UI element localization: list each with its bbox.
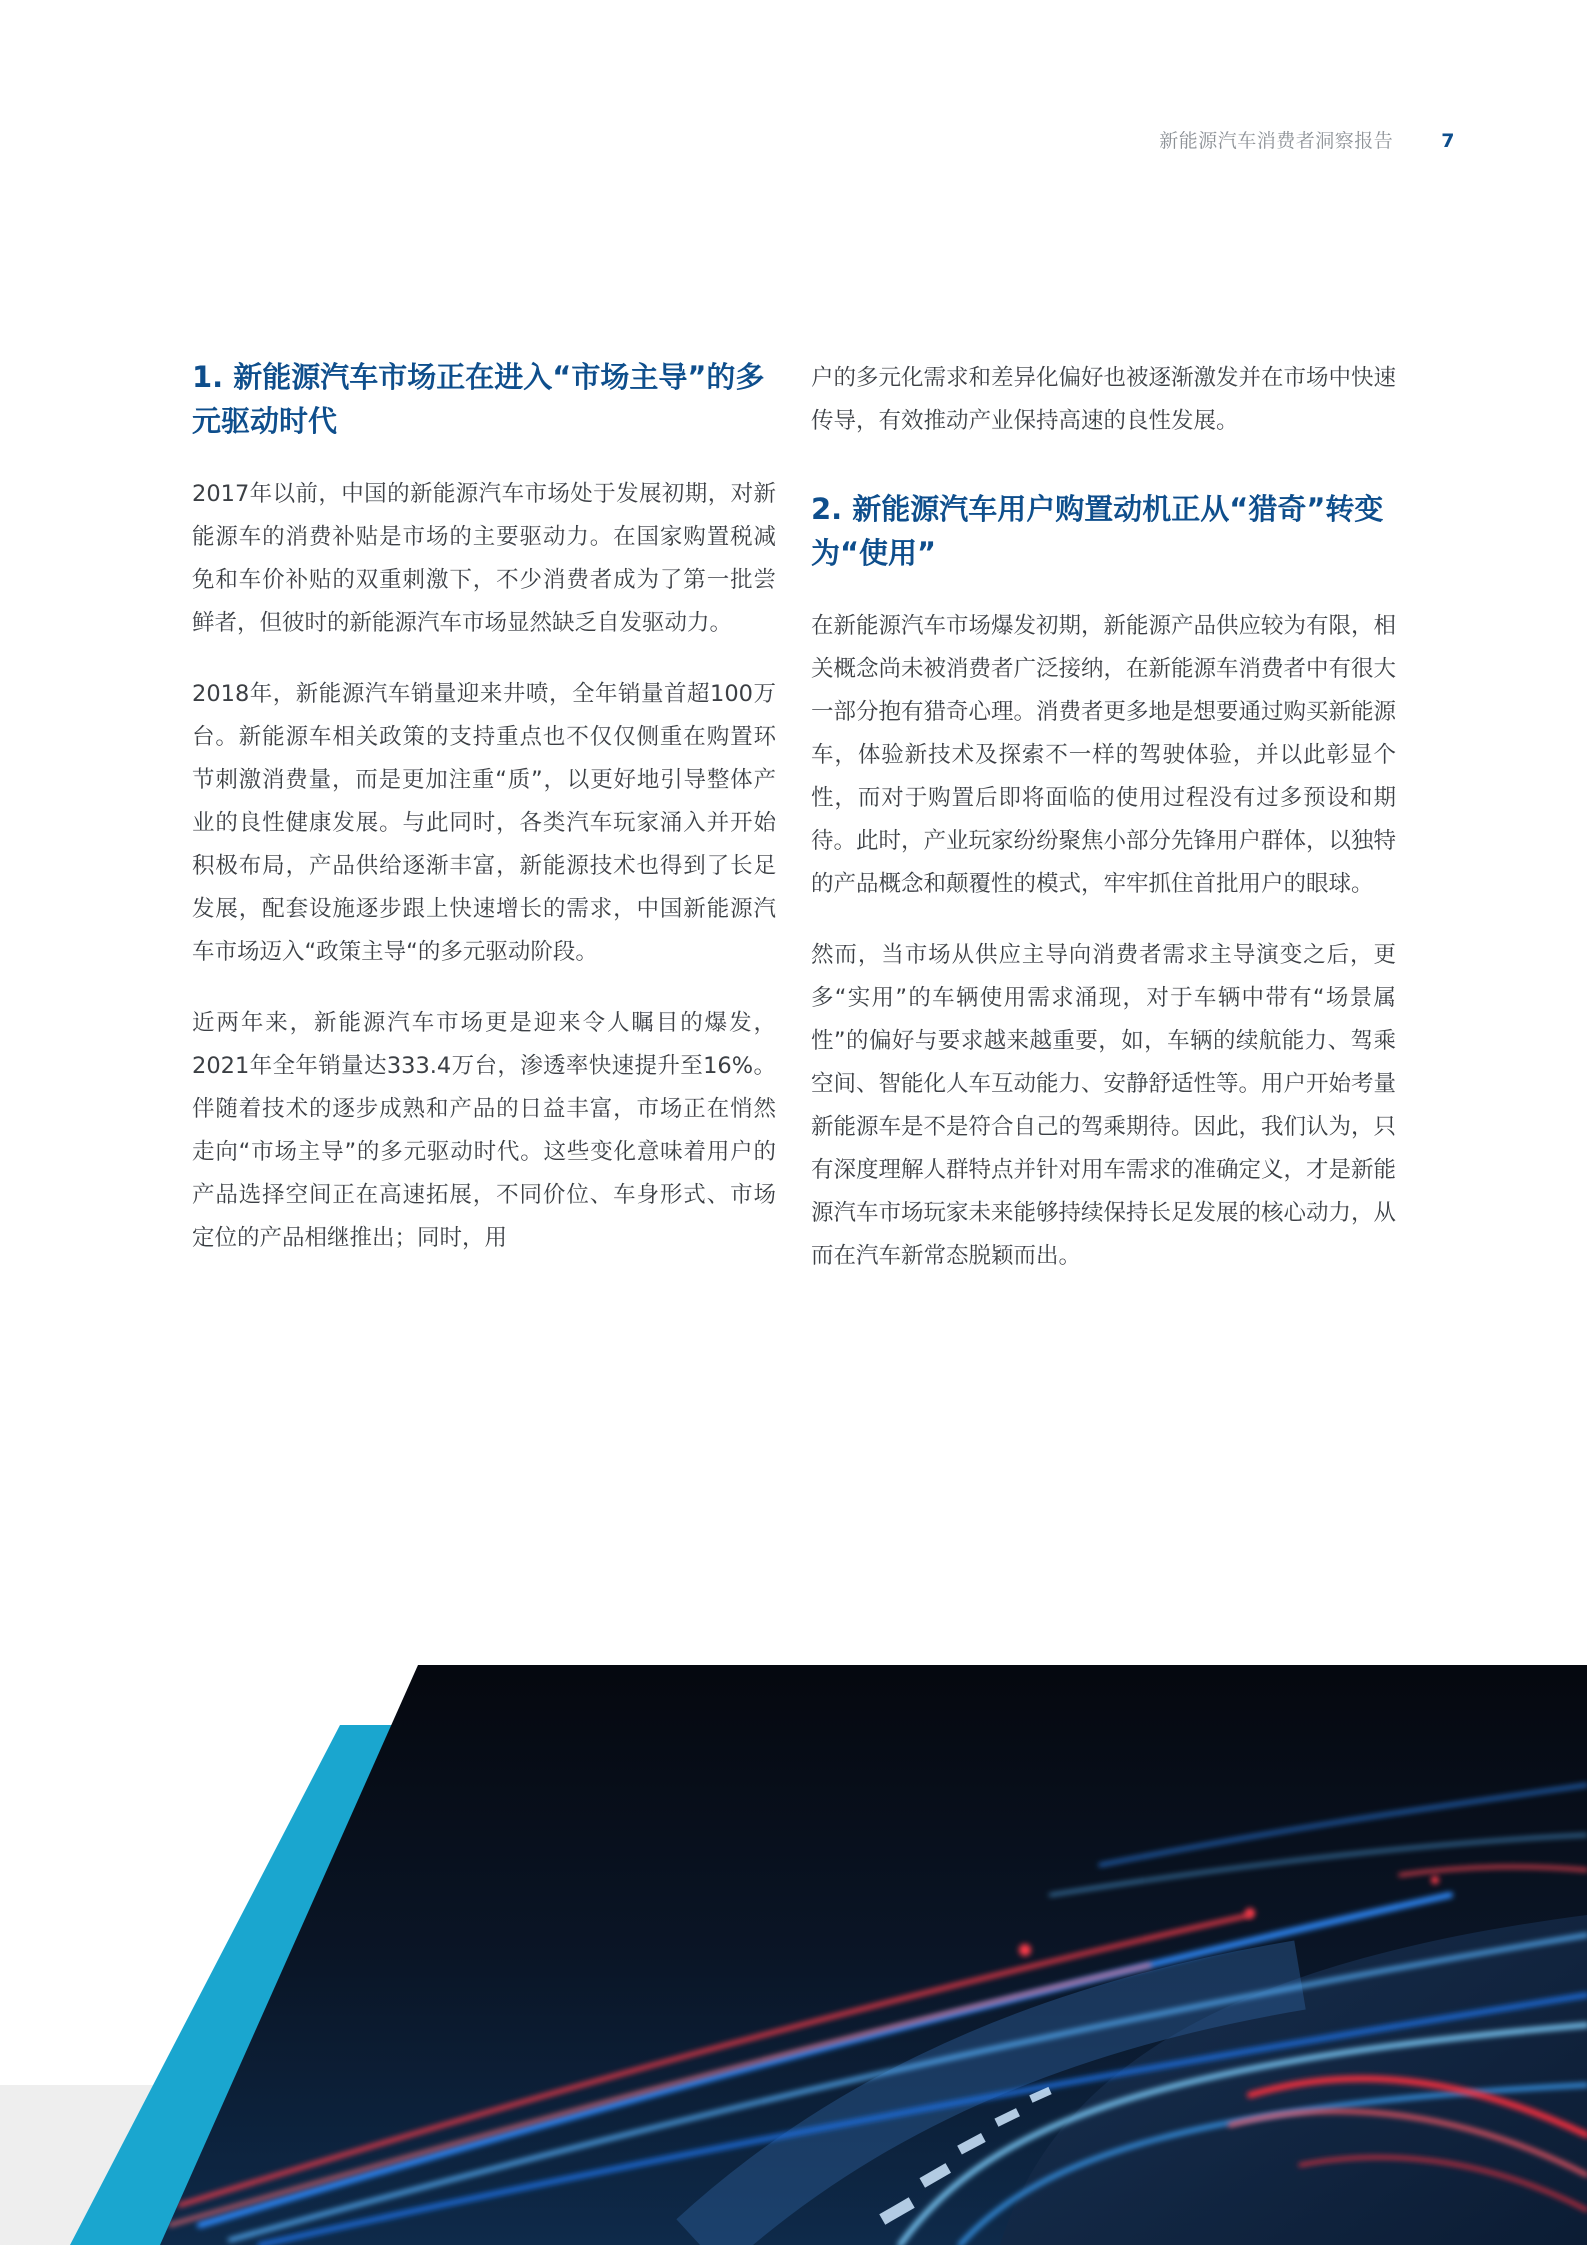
- paragraph-continuation: 户的多元化需求和差异化偏好也被逐渐激发并在市场中快速传导，有效推动产业保持高速的良性发展。: [811, 365, 1397, 434]
- paragraph: 2018年，新能源汽车销量迎来井喷，全年销量首超100万台。新能源车相关政策的支持重点也不仅仅侧重在购置环节刺激消费量，而是更加注重“质”，以更好地引导整体产业的良性健康发展。与此同时，各类汽车玩家涌入并开始积极布局，产品供给逐渐丰富，新能源技术也得到了长足发展，配套设施逐步跟上快速增长的需求，中国新能源汽车市场迈入“政策主导“的多元驱动阶段。: [192, 681, 776, 965]
- paragraph: 在新能源汽车市场爆发初期，新能源产品供应较为有限，相关概念尚未被消费者广泛接纳，在新能源车消费者中有很大一部分抱有猎奇心理。消费者更多地是想要通过购买新能源车，体验新技术及探索不一样的驾驶体验，并以此彰显个性，而对于购置后即将面临的使用过程没有过多预设和期待。此时，产业玩家纷纷聚焦小部分先锋用户群体，以独特的产品概念和颠覆性的模式，牢牢抓住首批用户的眼球。: [811, 613, 1397, 897]
- left-column: [192, 355, 776, 1288]
- section-heading-2: 2. 新能源汽车用户购置动机正从“猎奇”转变为“使用”: [811, 492, 1384, 570]
- paragraph: 然而，当市场从供应主导向消费者需求主导演变之后，更多“实用”的车辆使用需求涌现，对于车辆中带有“场景属性”的偏好与要求越来越重要，如，车辆的续航能力、驾乘空间、智能化人车互动能力、安静舒适性等。用户开始考量新能源车是不是符合自己的驾乘期待。因此，我们认为，只有深度理解人群特点并针对用车需求的准确定义，才是新能源汽车市场玩家未来能够持续保持长足发展的核心动力，从而在汽车新常态脱颖而出。: [811, 942, 1397, 1269]
- page-number: 7: [1441, 130, 1455, 152]
- paragraph: 2017年以前，中国的新能源汽车市场处于发展初期，对新能源车的消费补贴是市场的主要驱动力。在国家购置税减免和车价补贴的双重刺激下，不少消费者成为了第一批尝鲜者，但彼时的新能源汽车市场显然缺乏自发驱动力。: [192, 481, 776, 636]
- report-title: 新能源汽车消费者洞察报告: [1159, 130, 1394, 152]
- paragraph: 近两年来，新能源汽车市场更是迎来令人瞩目的爆发，2021年全年销量达333.4万台，渗透率快速提升至16%。伴随着技术的逐步成熟和产品的日益丰富，市场正在悄然走向“市场主导”的多元驱动时代。这些变化意味着用户的产品选择空间正在高速拓展，不同价位、车身形式、市场定位的产品相继推出；同时，用: [192, 1010, 776, 1251]
- right-column: [811, 357, 1396, 1306]
- section-heading-1: 1. 新能源汽车市场正在进入“市场主导”的多元驱动时代: [192, 360, 765, 438]
- hero-image-highway-light-trails: [0, 1665, 1587, 2245]
- running-header: [1159, 126, 1455, 153]
